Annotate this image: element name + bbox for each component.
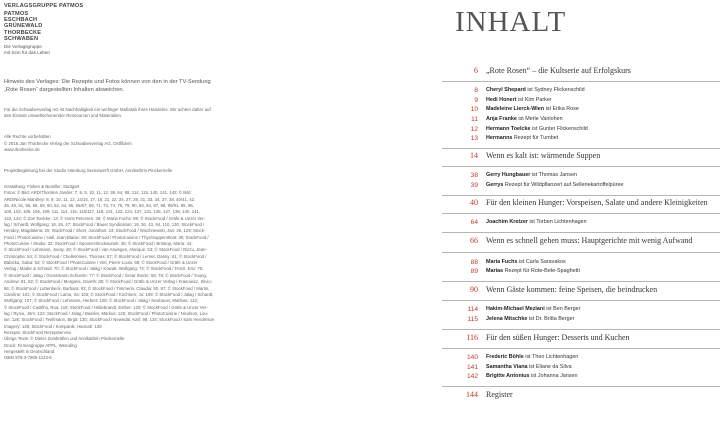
sustainability-note — [4, 107, 254, 119]
toc-person-name: Gerry Hungbauer — [486, 172, 531, 178]
publisher-tagline — [4, 44, 83, 55]
toc-page-number: 142 — [466, 373, 478, 380]
credit-line: Rezepte: StockFood Rezeptservice — [4, 329, 72, 335]
credit-line: 142, 143; © Zoë Toelcke: 13; © Horst Petersen: 39; © Maria Fuchs: 89; © StockFood / Gräfe & Unzer Ver- — [4, 215, 206, 221]
toc-entry-rest: ist Torben Lichtenhagen — [527, 219, 587, 225]
toc-page-number: 38 — [470, 172, 478, 179]
credit-line: ise: 126; StockFood / Teellmann, Birgit: 130; StockFood / Newedal, Karl: 98, 134; StockFood / Sam Henderson — [4, 317, 215, 323]
toc-divider — [442, 252, 720, 253]
toc-entry-rest: ist Carla Saravakos — [517, 259, 566, 265]
toc-divider — [442, 281, 720, 282]
toc-person-name: Hakim-Michael Meziani — [486, 306, 545, 312]
toc-entry-title — [486, 135, 558, 141]
toc-entry-title — [486, 219, 587, 225]
table-of-contents — [360, 0, 720, 423]
toc-entry-title — [486, 97, 552, 103]
credit-line: Übrige Texte: © Dieter Zumbrällen und Annikathrin Pinckernelle — [4, 336, 125, 342]
toc-divider — [442, 348, 720, 349]
toc-entry-rest: ist Erika Rose — [544, 106, 579, 112]
imprint-name: SCHWABEN — [4, 35, 39, 42]
toc-entry-title — [486, 373, 577, 379]
toc-person-name: Gerrys — [486, 182, 504, 188]
credit-line: lag / Schardt, Wolfgang: 16, 26, 47; StockFood / Bauer Syndication: 19, 36, 43, 94, 110, 130; StockFood / — [4, 222, 205, 228]
toc-page-number: 144 — [466, 390, 478, 399]
toc-person-name: Jelena Mitschke — [486, 316, 528, 322]
toc-entry-title — [486, 182, 623, 188]
toc-divider — [442, 386, 720, 387]
imprint-name: ESCHBACH — [4, 17, 38, 24]
toc-entry-rest: ist Theo Lichtenhagen — [523, 354, 579, 360]
rights-line: © 2016 Jan Thorbecke Verlag der Schwabenverlag AG, Ostfildern — [4, 140, 132, 146]
toc-entry-title — [486, 87, 585, 93]
toc-entry-rest: ist Ben Berger — [544, 306, 581, 312]
env-line: den Einsatz umweltschonender Ressourcen und Materialien. — [4, 113, 123, 119]
toc-entry-rest: ist Johanna Jansen — [529, 373, 578, 379]
toc-divider — [442, 329, 720, 330]
credit-line: Food / PhotoCuisine / Hall, Jean-Blaise: 29; StockFood / PhotoCuisine / Thys/Supperstinat: 30; StockFood / — [4, 234, 209, 240]
credit-line: Hendey, Magdalena: 20; StockFood / Short, Jonathan: 23; StockFood / Wischnewski, Jan: 25, 129; Stock- — [4, 228, 206, 234]
contents-page — [360, 0, 720, 423]
publisher-group-name: VERLAGSGRUPPE PATMOS — [4, 3, 84, 9]
credit-line: Hergestellt in Deutschland — [4, 348, 55, 354]
toc-entry-title — [486, 316, 574, 322]
credit-line: 46, 49, 51, 55, 56, 59, 60, 62, 64, 65, 66/67, 69, 71, 73, 74, 76, 79, 80, 83, 84, 87, 88, 90/91, 95, 96, — [4, 203, 194, 209]
toc-page-number: 11 — [471, 116, 478, 123]
toc-entry-title — [486, 354, 578, 360]
toc-entry-rest: ist Eliane da Silva — [527, 364, 572, 370]
toc-page-number: 116 — [466, 333, 478, 342]
toc-entry-rest: ist Kim Parker — [516, 97, 552, 103]
toc-entry-title — [486, 172, 577, 178]
rights-line: www.thorbecke.de — [4, 147, 40, 153]
toc-entry-title — [486, 306, 580, 312]
toc-person-name: Cheryl Shepard — [486, 87, 526, 93]
toc-page-number: 89 — [470, 268, 478, 275]
toc-page-number: 9 — [474, 97, 478, 104]
toc-entry-title — [486, 106, 579, 112]
toc-page-number: 90 — [470, 285, 478, 294]
toc-entry-rest: Rezept für Rote-Bete-Spaghetti — [503, 268, 580, 274]
toc-person-name: Frederic Böhle — [486, 354, 524, 360]
toc-entry-title — [486, 268, 580, 274]
credit-line: ARD/Nicole Manthey: 8, 9, 10, 11, 12, 14/15, 17, 18, 21, 22, 24, 27, 28, 31, 33, 34, 37, 38, 40/41, 42, — [4, 196, 196, 202]
toc-entry-title: Für den süßen Hunger: Desserts und Kuchen — [486, 333, 630, 342]
toc-entry-title: Register — [486, 390, 513, 399]
toc-person-name: Madeleine Lierck-Wien — [486, 106, 545, 112]
notice-line: Hinweis des Verlages: Die Rezepte und Fotos können von den in der TV-Sendung — [4, 79, 211, 85]
toc-entry-title — [486, 126, 588, 132]
toc-page-number: 66 — [470, 236, 478, 245]
publisher-imprints — [4, 11, 83, 42]
toc-divider — [442, 166, 720, 167]
contents-title: INHALT — [455, 6, 567, 38]
notice-line: „Rote Rosen“ dargestellten Inhalten abweichen. — [4, 87, 125, 93]
toc-page-number: 39 — [470, 182, 478, 189]
credit-line: Caroline: 101; © StockFood / Lamu, Ira: 103; © StockFood / Kirchherr, Jo: 108; © StockFood / Jalag / Schardt, — [4, 291, 214, 297]
credit-line: Verlag / Mader & Schmid: 70; © StockFood / Jalag / Kowalt, Wolfgang: 72; © StockFood / Fenzl, Eric: 75; — [4, 266, 204, 272]
toc-divider — [442, 213, 720, 214]
credit-line: Imagery: 136; StockFood / Kompanik, Hannah: 139 — [4, 323, 102, 329]
credit-line: Babicka, Gaba: 63; © StockFood / PhotoCuisine / Viel, Pierre-Louis: 68; © StockFood / Gräfe & Unzer — [4, 260, 198, 266]
credit-line: Fotos: © Bild: ARD/Thorsten Jander: 7, 8, 9, 10, 11, 12, 38, 64, 88, 114, 115, 140, 141, 142; © Bild: — [4, 190, 192, 196]
toc-page-number: 40 — [470, 198, 478, 207]
credit-line: 86; © StockFood / Luttenbeck, Barbara: 93; © StockFood / Timmerin, Claudia: 50, 97; © StockFood / Martin, — [4, 285, 210, 291]
toc-entry-rest: ist Sydney Flickenschild — [525, 87, 585, 93]
toc-entry-title: Wenn Gäste kommen: feine Speisen, die beindrucken — [486, 285, 658, 294]
toc-divider — [442, 195, 720, 196]
toc-page-number: 13 — [470, 135, 478, 142]
toc-entry-rest: ist Thomas Jansen — [530, 172, 577, 178]
publisher-logo — [4, 3, 83, 55]
toc-page-number: 88 — [470, 259, 478, 266]
credit-line: © StockFood / Jalag / Grossmann.Schuerle: 77; © StockFood / Great Stock!: 58, 78; © StockFood / Young, — [4, 272, 207, 278]
toc-entry-rest: ist Merle Vanlohen — [516, 116, 563, 122]
toc-entry-rest: Rezept für Wildpflanzerl auf Selleriekartoffelpüree — [503, 182, 624, 188]
credit-line: lag / Rynio, Jörn: 122; StockFood / Jalag / Bassler, Markus: 125; StockFood / PhotoCuisine / Nicolson, Lou- — [4, 310, 209, 316]
toc-entry-rest: ist Dr. Britta Berger — [527, 316, 575, 322]
toc-page-number: 141 — [466, 364, 478, 371]
toc-page-number: 10 — [470, 106, 478, 113]
rights-line: Alle Rechte vorbehalten — [4, 134, 51, 139]
toc-page-number: 14 — [470, 151, 478, 160]
toc-page-number: 6 — [474, 66, 478, 75]
toc-person-name: Anja Franke — [486, 116, 517, 122]
credit-line: ISBN 978-3-7995-1143-6 — [4, 355, 52, 361]
imprint-name: PATMOS — [4, 11, 29, 17]
copyright-block — [4, 134, 254, 154]
toc-page-number: 115 — [467, 316, 478, 323]
toc-page-number: 140 — [466, 354, 478, 361]
toc-person-name: Marias — [486, 268, 504, 274]
toc-page-number: 8 — [474, 87, 478, 94]
credit-line: Christophe: 54; © StockFood / Chellemmes, Thomas: 57; © StockFood / Lerner, Danny: 61; © StockFood / — [4, 253, 207, 259]
credits-block — [4, 184, 268, 362]
toc-person-name: Maria Fuchs — [486, 259, 518, 265]
toc-entry-title: Für den kleinen Hunger: Vorspeisen, Salate und andere Kleinigkeiten — [486, 198, 708, 207]
toc-divider — [442, 81, 720, 82]
project-note: Projektbegleitung bei der Studio Hamburg Serienwerft GmbH, Annikathrin Pinckernelle — [4, 168, 173, 173]
toc-divider — [442, 232, 720, 233]
toc-person-name: Hermann Toelcke — [486, 126, 531, 132]
toc-entry-rest: ist Gunter Flickenschild — [530, 126, 588, 132]
credit-line: © StockFood / Castilho, Rua: 119; StockFood / Hildebrandt, Esther: 120; © StockFood / Gräfe & Unzer Ver- — [4, 304, 208, 310]
tagline-line: mit Sinn für das Leben — [4, 49, 50, 55]
toc-entry-title: „Rote Rosen“ – die Kultserie auf Erfolgskurs — [486, 66, 631, 75]
toc-entry-title — [486, 259, 566, 265]
toc-entry-title — [486, 364, 572, 370]
credit-line: PhotoCuisine / Studio: 32; StockFood / SpoonerStockwonek: 35; © StockFood / Brinkop, Maria: 44; — [4, 241, 193, 247]
imprint-name: THORBECKE — [4, 29, 42, 36]
publisher-notice — [4, 78, 254, 94]
credit-line: Wolfgang: 107; © StockFood / Lehmann, Herbert: 108; © StockFood / Jalag / Neubauer, Mathias: 113; — [4, 298, 198, 304]
toc-entry-title: Wenn es schnell gehen muss: Hauptgerichte mit wenig Aufwand — [486, 236, 693, 245]
toc-page-number: 12 — [470, 126, 478, 133]
toc-entry-title — [486, 116, 563, 122]
imprint-name: GRÜNEWALD — [4, 23, 43, 30]
toc-person-name: Hedi Honert — [486, 97, 517, 103]
env-line: Für die Schwabenverlag AG ist Nachhaltigkeit ein wichtiger Maßstab ihres Handelns. Wir achten daher auf — [4, 107, 211, 112]
toc-person-name: Brigitte Antonius — [486, 373, 530, 379]
credit-line: © StockFood / Lehmann, Joerg: 48; © StockFood / van Aswegen, Alarique: 53; © StockFood / Rizzu, Jean- — [4, 247, 207, 253]
toc-person-name: Samantha Viana — [486, 364, 528, 370]
toc-person-name: Hermanns — [486, 135, 513, 141]
toc-entry-title: Wenn es kalt ist: wärmende Suppen — [486, 151, 601, 160]
toc-page-number: 64 — [470, 219, 478, 226]
toc-divider — [442, 300, 720, 301]
toc-entry-rest: Rezept für Tumbet — [512, 135, 559, 141]
credit-line: Druck: Firmengruppe APPL, Wemding — [4, 342, 77, 348]
credit-line: Andrew: 81, 82; © StockFood / Morgans, Gareth: 85; © StockFood / Gräfe & Unzer Verlag / Krasowicz, Silvio: — [4, 279, 212, 285]
credit-line: 100, 102, 105, 106, 109, 111, 114, 115, 116/117, 118, 121, 123, 124, 127, 131, 135, 137, 138, 140, 141, — [4, 209, 201, 215]
toc-person-name: Joachim Kretzer — [486, 219, 528, 225]
credit-line: Gestaltung: Finken & Bumiller, Stuttgart — [4, 184, 80, 189]
toc-page-number: 114 — [467, 306, 478, 313]
tagline-line: Die Verlagsgruppe — [4, 44, 42, 50]
toc-divider — [442, 148, 720, 149]
